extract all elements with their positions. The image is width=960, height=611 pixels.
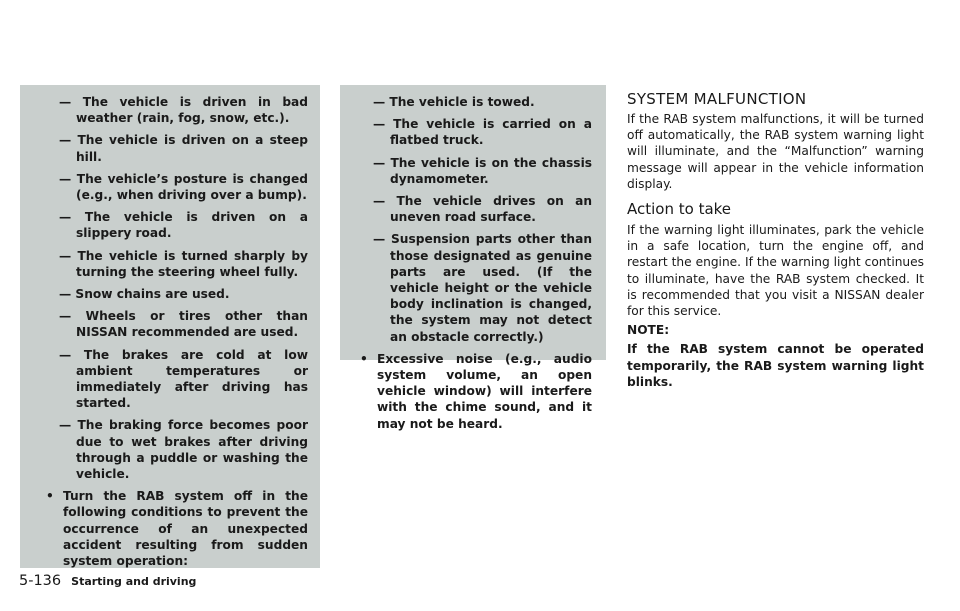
list-item: — The brakes are cold at low ambient temperatures or immediately after driving has started. xyxy=(59,347,308,411)
right-column xyxy=(627,90,924,393)
list-item: — Suspension parts other than those designated as genuine parts are used. (If the vehicle height or the vehicle body inclination is changed, the system may not detect an obstacle correctly.) xyxy=(373,232,592,344)
list-item: — The vehicle’s posture is changed (e.g., when driving over a bump). xyxy=(59,171,308,203)
note-text: If the RAB system cannot be operated temporarily, the RAB system warning light blinks. xyxy=(627,342,924,389)
action-paragraph: If the warning light illuminates, park the vehicle in a safe location, turn the engine off, and restart the engine. If the warning light continues to illuminate, have the RAB system checked. It is recommended that you visit a NISSAN dealer for this service. xyxy=(627,223,924,319)
list-item: — The vehicle is turned sharply by turning the steering wheel fully. xyxy=(59,248,308,279)
malfunction-paragraph: If the RAB system malfunctions, it will be turned off automatically, the RAB system warning light will illuminate, and the “Malfunction” warning message will appear in the vehicle information display. xyxy=(627,112,924,191)
bullet-text: Excessive noise (e.g., audio system volume, an open vehicle window) will interfere with the chime sound, and it may not be heard. xyxy=(377,351,592,431)
list-item: — The vehicle drives on an uneven road surface. xyxy=(373,194,592,225)
list-item: — The vehicle is carried on a flatbed truck. xyxy=(373,117,592,148)
list-item: — The vehicle is towed. xyxy=(373,95,535,109)
bullet-item xyxy=(36,488,308,569)
list-item: — The vehicle is driven in bad weather (rain, fog, snow, etc.). xyxy=(59,95,308,126)
left-column xyxy=(36,94,308,575)
subsection-heading: Action to take xyxy=(627,200,732,219)
page-footer xyxy=(19,570,196,588)
note-label: NOTE: xyxy=(627,323,670,338)
list-item: — The vehicle is on the chassis dynamometer. xyxy=(373,155,592,186)
section-heading: SYSTEM MALFUNCTION xyxy=(627,90,807,108)
bullet-text: Turn the RAB system off in the following conditions to prevent the occurrence of an unexpected accident resulting from sudden system operation: xyxy=(63,489,308,569)
list-item: — The vehicle is driven on a slippery road. xyxy=(59,210,308,241)
bullet-dot: • xyxy=(46,489,54,504)
page-number: 5-136 xyxy=(19,573,62,589)
bullet-item xyxy=(350,351,592,432)
list-item: — The braking force becomes poor due to wet brakes after driving through a puddle or washing the vehicle. xyxy=(59,418,308,482)
middle-column xyxy=(350,94,592,438)
list-item: — Wheels or tires other than NISSAN recommended are used. xyxy=(59,309,308,340)
list-item: — The vehicle is driven on a steep hill. xyxy=(59,133,308,164)
footer-section-title: Starting and driving xyxy=(71,575,197,588)
list-item: — Snow chains are used. xyxy=(59,287,230,302)
bullet-dot: • xyxy=(360,351,368,366)
